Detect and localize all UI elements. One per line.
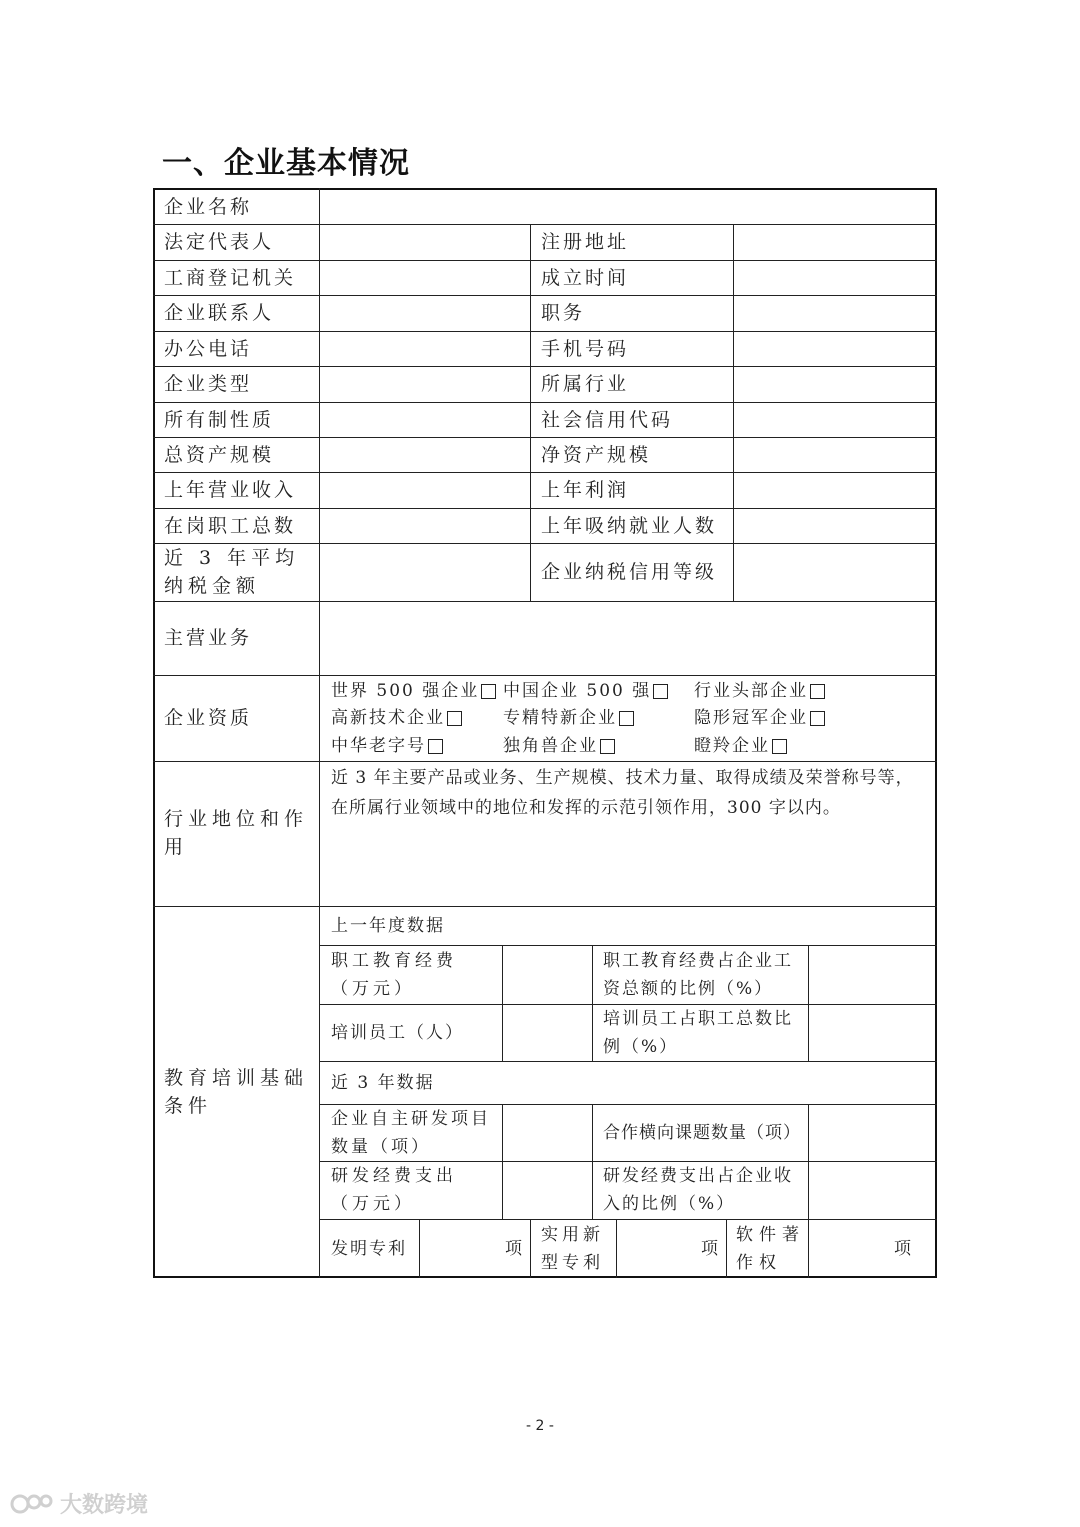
label-avg-tax: 近 3 年平均纳税金额: [164, 547, 300, 597]
edu-expense-ratio-field[interactable]: [809, 945, 935, 1004]
label-credit-code: 社会信用代码: [541, 408, 674, 431]
mobile-field[interactable]: [734, 331, 935, 366]
qual-option[interactable]: [694, 704, 825, 732]
page-title: 一、企业基本情况: [162, 146, 410, 181]
label-last-year-data: 上一年度数据: [331, 915, 445, 936]
label-total-assets: 总资产规模: [164, 443, 275, 466]
label-coop-topics: 合作横向课题数量（项）: [603, 1122, 801, 1143]
invention-patent-field[interactable]: [420, 1219, 524, 1278]
company-type-field[interactable]: [320, 366, 530, 402]
founded-field[interactable]: [734, 260, 935, 295]
rd-projects-field[interactable]: [503, 1104, 592, 1161]
qual-option-label: 高新技术企业: [331, 708, 445, 728]
label-main-business: 主营业务: [164, 627, 253, 649]
coop-topics-field[interactable]: [809, 1104, 935, 1161]
col-divider: [530, 224, 531, 601]
label-contact: 企业联系人: [164, 302, 275, 324]
qual-option[interactable]: [331, 732, 443, 760]
tax-credit-field[interactable]: [734, 543, 935, 601]
profit-field[interactable]: [734, 472, 935, 508]
qual-option[interactable]: [331, 677, 496, 705]
checkbox[interactable]: [428, 739, 443, 754]
label-software-copyright: 软件著作权: [736, 1224, 805, 1273]
label-trained-ratio: 培训员工占职工总数比例（%）: [603, 1008, 793, 1057]
company-name-field[interactable]: [320, 190, 935, 224]
label-edu-expense: 职工教育经费（万元）: [331, 950, 457, 999]
rd-ratio-field[interactable]: [809, 1161, 935, 1219]
label-rd-expense: 研发经费支出（万元）: [331, 1166, 457, 1214]
unit-label: 项: [701, 1238, 720, 1259]
label-office-phone: 办公电话: [164, 337, 253, 360]
software-copyright-field[interactable]: [809, 1219, 913, 1278]
page-number: - 2 -: [526, 1418, 554, 1434]
label-reg-address: 注册地址: [541, 231, 630, 253]
col-divider: [592, 1104, 593, 1219]
label-founded: 成立时间: [541, 266, 630, 289]
checkbox[interactable]: [481, 684, 496, 699]
col-divider: [592, 945, 593, 1061]
jobs-field[interactable]: [734, 508, 935, 543]
unit-label: 项: [505, 1238, 524, 1259]
label-industry: 所属行业: [541, 373, 630, 395]
credit-code-field[interactable]: [734, 402, 935, 437]
qual-option-label: 隐形冠军企业: [694, 708, 808, 728]
label-training: 教育培训基础条件: [164, 1067, 309, 1117]
edu-expense-field[interactable]: [503, 945, 592, 1004]
qual-option-label: 瞪羚企业: [694, 736, 770, 756]
rd-expense-field[interactable]: [503, 1161, 592, 1219]
watermark: [10, 1488, 148, 1519]
qual-option[interactable]: [694, 677, 825, 705]
industry-field[interactable]: [734, 366, 935, 402]
label-ownership: 所有制性质: [164, 408, 275, 431]
checkbox[interactable]: [600, 739, 615, 754]
label-profit: 上年利润: [541, 479, 630, 501]
qual-option-label: 专精特新企业: [503, 708, 617, 728]
label-revenue: 上年营业收入: [164, 479, 297, 501]
avg-tax-field[interactable]: [320, 543, 530, 601]
qual-option[interactable]: [331, 704, 462, 732]
col-divider: [530, 1219, 531, 1278]
checkbox[interactable]: [653, 684, 668, 699]
qual-option[interactable]: [694, 732, 787, 760]
label-tax-credit: 企业纳税信用等级: [541, 561, 718, 583]
qual-option-label: 中国企业 500 强: [503, 681, 652, 701]
legal-rep-field[interactable]: [320, 224, 530, 260]
unit-label: 项: [894, 1238, 913, 1259]
label-utility-patent: 实用新型专利: [541, 1224, 604, 1273]
watermark-text: 大数跨境: [60, 1493, 149, 1518]
label-net-assets: 净资产规模: [541, 443, 652, 466]
label-invention-patent: 发明专利: [331, 1238, 407, 1259]
label-rd-ratio: 研发经费支出占企业收入的比例（%）: [603, 1166, 793, 1214]
watermark-logo-icon: [10, 1491, 54, 1517]
label-jobs: 上年吸纳就业人数: [541, 514, 718, 537]
contact-field[interactable]: [320, 295, 530, 331]
label-legal-rep: 法定代表人: [164, 231, 275, 253]
trained-staff-field[interactable]: [503, 1004, 592, 1061]
main-business-field[interactable]: [320, 601, 935, 675]
trained-ratio-field[interactable]: [809, 1004, 935, 1061]
checkbox[interactable]: [447, 711, 462, 726]
ownership-field[interactable]: [320, 402, 530, 437]
label-reg-authority: 工商登记机关: [164, 266, 297, 289]
label-employees: 在岗职工总数: [164, 514, 297, 537]
reg-authority-field[interactable]: [320, 260, 530, 295]
industry-position-instructions: 近 3 年主要产品或业务、生产规模、技术力量、取得成绩及荣誉称号等，在所属行业领域中的地位和发挥的示范引领作用，300 字以内。: [331, 768, 914, 818]
qual-option[interactable]: [503, 732, 615, 760]
label-trained-staff: 培训员工（人）: [331, 1022, 464, 1043]
label-qualification: 企业资质: [164, 707, 253, 729]
checkbox[interactable]: [810, 684, 825, 699]
label-position: 职务: [541, 302, 586, 324]
qual-option-label: 行业头部企业: [694, 681, 808, 701]
office-phone-field[interactable]: [320, 331, 530, 366]
net-assets-field[interactable]: [734, 437, 935, 472]
label-mobile: 手机号码: [541, 337, 630, 360]
checkbox[interactable]: [810, 711, 825, 726]
utility-patent-field[interactable]: [617, 1219, 720, 1278]
checkbox[interactable]: [772, 739, 787, 754]
label-company-name: 企业名称: [164, 196, 253, 218]
qual-option-label: 独角兽企业: [503, 736, 598, 756]
label-edu-expense-ratio: 职工教育经费占企业工资总额的比例（%）: [603, 950, 793, 999]
qual-option[interactable]: [503, 704, 634, 732]
position-field[interactable]: [734, 295, 935, 331]
total-assets-field[interactable]: [320, 437, 530, 472]
label-three-year-data: 近 3 年数据: [331, 1072, 435, 1093]
col-divider: [726, 1219, 727, 1278]
label-rd-projects: 企业自主研发项目数量（项）: [331, 1108, 491, 1157]
employees-field[interactable]: [320, 508, 530, 543]
reg-address-field[interactable]: [734, 224, 935, 260]
label-industry-position: 行业地位和作用: [164, 808, 309, 858]
qual-option[interactable]: [503, 677, 668, 705]
industry-position-field[interactable]: [320, 825, 935, 905]
qual-option-label: 世界 500 强企业: [331, 681, 480, 701]
checkbox[interactable]: [619, 711, 634, 726]
label-company-type: 企业类型: [164, 373, 253, 395]
row-divider: [153, 761, 937, 762]
qual-option-label: 中华老字号: [331, 736, 426, 756]
revenue-field[interactable]: [320, 472, 530, 508]
